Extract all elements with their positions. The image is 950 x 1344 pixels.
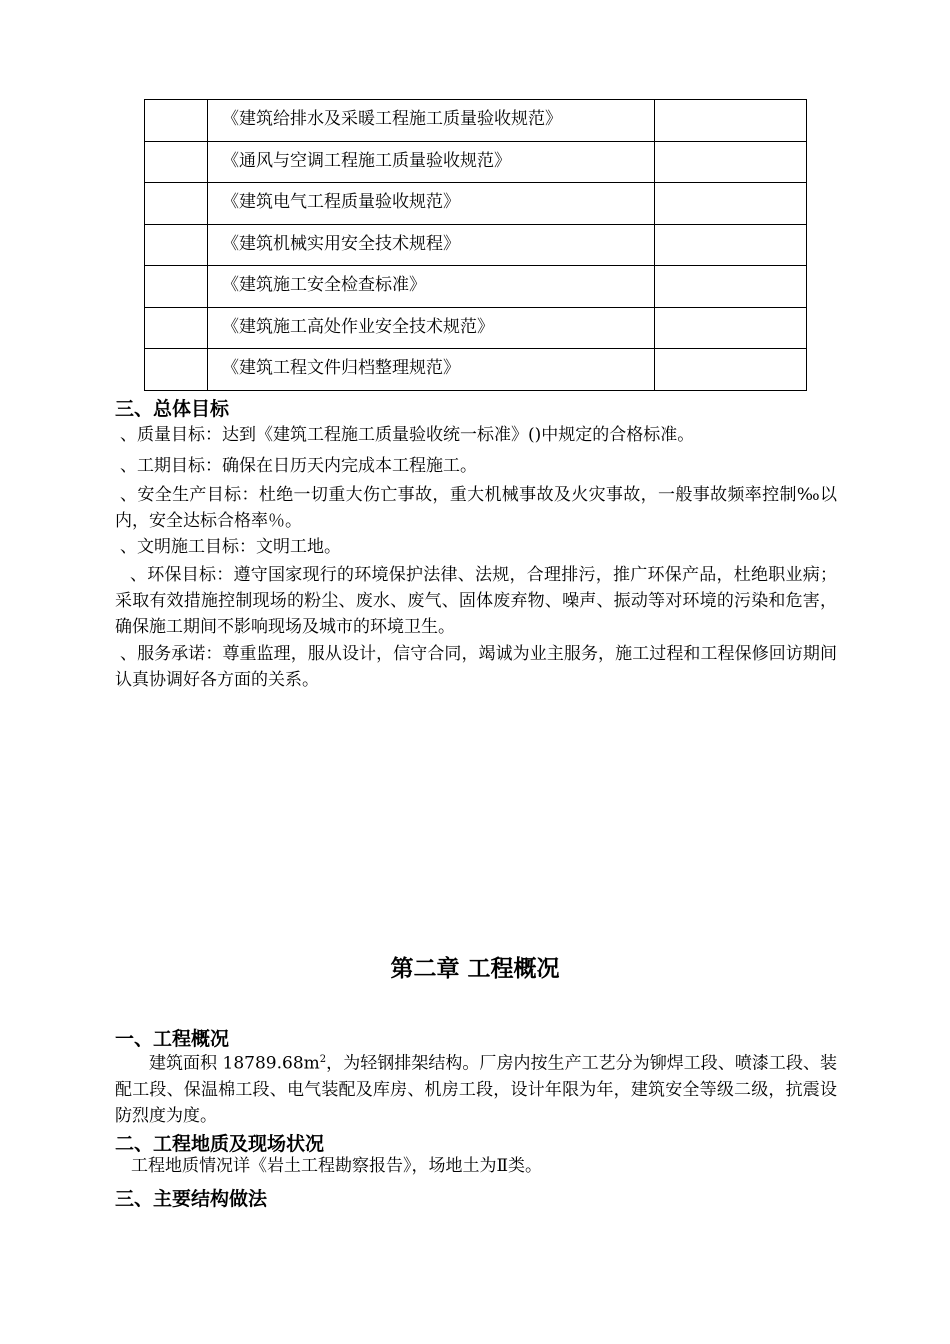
table-row [145,224,807,266]
standard-name: 《建筑电气工程质量验收规范》 [208,183,655,225]
table-row [145,307,807,349]
section-heading-structure: 三、主要结构做法 [115,1188,268,1210]
standard-name: 《通风与空调工程施工质量验收规范》 [208,141,655,183]
chapter-title: 第二章 工程概况 [390,956,560,982]
standard-name: 《建筑工程文件归档整理规范》 [208,349,655,391]
geology-paragraph: 工程地质情况详《岩土工程勘察报告》，场地土为Ⅱ类。 [131,1156,543,1176]
standard-name: 《建筑给排水及采暖工程施工质量验收规范》 [208,100,655,142]
overview-paragraph: 建筑面积 $18789.68m^2$，为轻钢排架结构。厂房内按生产工艺分为铆焊工段、喷漆工段、装配工段、保温棉工段、电气装配及库房、机房工段，设计年限为年，建筑安全等级二级，抗震设防烈度为度。 [115,1053,837,1126]
table-row [145,100,807,142]
service-commitment: 、服务承诺：尊重监理，服从设计，信守合同，竭诚为业主服务，施工过程和工程保修回访期间认真协调好各方面的关系。 [115,644,837,690]
environmental-goal: 、环保目标：遵守国家现行的环境保护法律、法规，合理排污，推广环保产品，杜绝职业病；采取有效措施控制现场的粉尘、废水、废气、固体废弃物、噪声、振动等对环境的污染和危害，确保施工期间不影响现场及城市的环境卫生。 [115,565,837,637]
schedule-goal: 、工期目标：确保在日历天内完成本工程施工。 [120,456,477,476]
section-heading-geology: 二、工程地质及现场状况 [115,1133,325,1155]
quality-goal: 、质量目标：达到《建筑工程施工质量验收统一标准》()中规定的合格标准。 [120,425,695,445]
table-row [145,141,807,183]
table-row [145,183,807,225]
table-row [145,266,807,308]
standard-name: 《建筑施工高处作业安全技术规范》 [208,307,655,349]
section-heading-overall-goals: 三、总体目标 [115,398,230,420]
safety-goal: 、安全生产目标：杜绝一切重大伤亡事故，重大机械事故及火灾事故，一般事故频率控制‰以内，安全达标合格率％。 [115,485,837,531]
civilized-construction-goal: 、文明施工目标：文明工地。 [120,537,341,557]
section-heading-overview: 一、工程概况 [115,1028,230,1050]
standards-table [144,99,807,391]
standard-name: 《建筑机械实用安全技术规程》 [208,224,655,266]
table-row [145,349,807,391]
standard-name: 《建筑施工安全检查标准》 [208,266,655,308]
